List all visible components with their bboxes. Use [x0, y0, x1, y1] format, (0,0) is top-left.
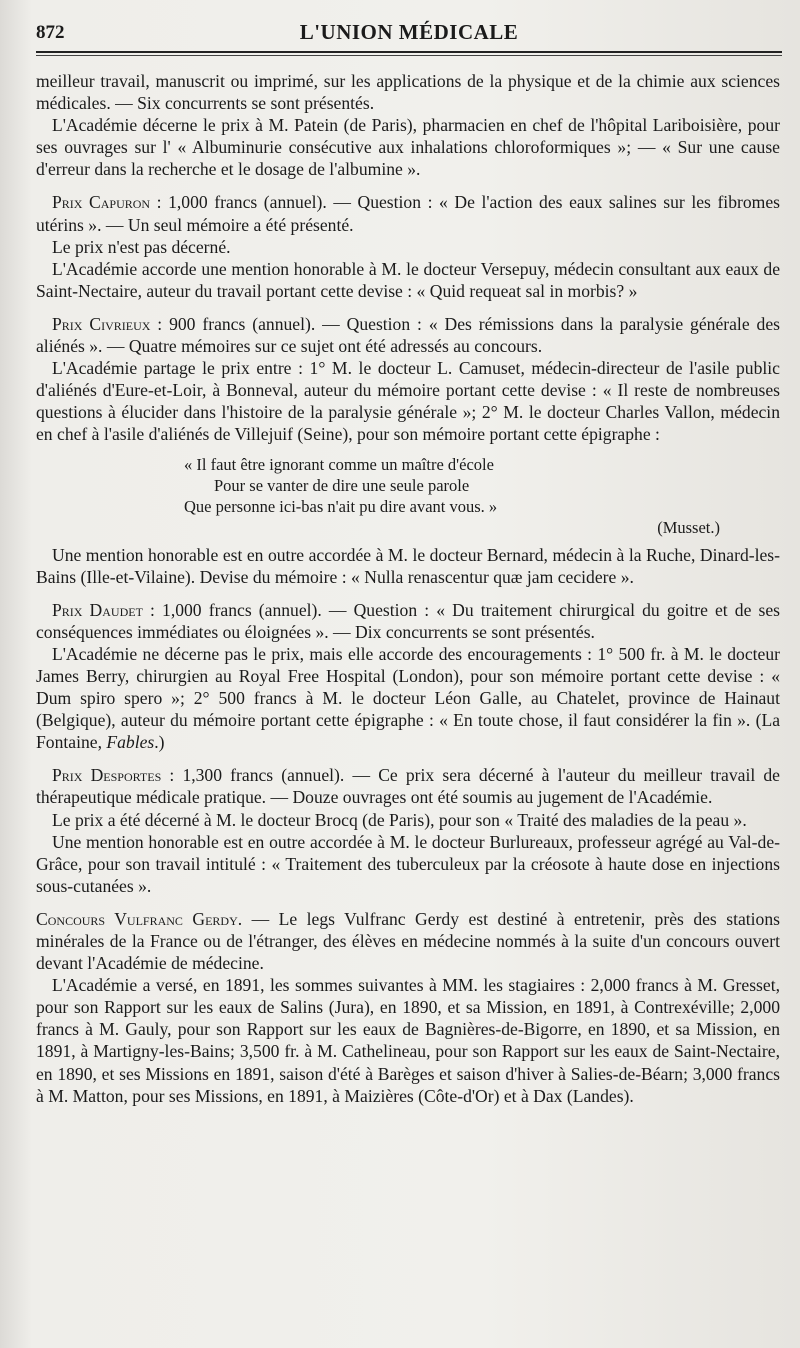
verse-attribution: (Musset.): [657, 517, 720, 537]
header-rule-thin: [36, 55, 782, 56]
page-number: 872: [36, 22, 65, 43]
section-text: : 1,000 francs (annuel). — Question : « Du traitement chirurgical du goitre et de ses conséquences immédiates ou éloignées ». — Dix concurrents se sont présentés.: [36, 599, 780, 642]
paragraph-continued: meilleur travail, manuscrit ou imprimé, sur les applications de la physique et de la chimie aux sciences médicales. — Six concurrents se sont présentés.: [36, 71, 780, 114]
paragraph: [36, 643, 780, 753]
section-capuron: [36, 191, 780, 235]
page-body: [36, 70, 780, 1107]
verse-line: Que personne ici-bas n'ait pu dire avant vous. »: [184, 496, 498, 516]
section-text: : 1,300 francs (annuel). — Ce prix sera décerné à l'auteur du meilleur travail de thérapeutique médicale pratique. — Douze ouvrages ont été soumis au jugement de l'Académie.: [36, 765, 780, 808]
text-run: .): [154, 732, 165, 753]
paragraph: Le prix n'est pas décerné.: [52, 236, 231, 257]
section-title: Prix Civrieux: [52, 313, 151, 334]
section-text: . — Le legs Vulfranc Gerdy est destiné à entretenir, près des stations minérales de la France ou de l'étranger, des élèves en médecine nommés à la suite d'un concours ouvert devant l'Académie de médecine.: [36, 908, 780, 974]
text-run: L'Académie ne décerne pas le prix, mais elle accorde des encouragements : 1° 500 fr. à M. le docteur James Berry, chirurgien au Royal Free Hospital (London), pour son mémoire portant cette devise : « Dum spiro spero »; 2° 500 francs à M. le docteur Léon Galle, au Chatelet, province de Hainaut (Belgique), auteur du mémoire portant cette épigraphe : « En toute chose, il faut considérer la fin ». (La Fontaine,: [36, 643, 780, 753]
section-desportes: [36, 764, 780, 808]
paragraph: Une mention honorable est en outre accordée à M. le docteur Bernard, médecin à la Ruche, Dinard-les-Bains (Ille-et-Vilaine). Devise du mémoire : « Nulla renascentur quæ jam cecidere ».: [36, 544, 780, 587]
paragraph: L'Académie accorde une mention honorable à M. le docteur Versepuy, médecin consultant aux eaux de Saint-Nectaire, auteur du travail portant cette devise : « Quid requeat sal in morbis? »: [36, 258, 780, 301]
paragraph: L'Académie a versé, en 1891, les sommes suivantes à MM. les stagiaires : 2,000 francs à M. Gresset, pour son Rapport sur les eaux de Salins (Jura), en 1890, et sa Mission, en 1891, à Contrexéville; 2,000 francs à M. Gauly, pour son Rapport sur les eaux de Bagnières-de-Bigorre, en 1890, et sa Mission, en 1891, à Martigny-les-Bains; 3,500 fr. à M. Cathelineau, pour son Rapport sur les eaux de Saint-Nectaire, en 1890, et ses Missions en 1891, saison d'été à Barèges et saison d'hiver à Salies-de-Béarn; 3,000 francs à M. Matton, pour ses Missions, en 1891, à Maizières (Côte-d'Or) et à Dax (Landes).: [36, 975, 780, 1106]
section-title: Prix Desportes: [52, 765, 162, 786]
epigraph-verse: [36, 454, 780, 538]
header-rule: [36, 51, 782, 53]
paragraph: Une mention honorable est en outre accordée à M. le docteur Burlureaux, professeur agrégé au Val-de-Grâce, pour son travail intitulé : « Traitement des tuberculeux par la créosote à haute dose en injections sous-cutanées ».: [36, 831, 780, 896]
section-text: : 1,000 francs (annuel). — Question : « De l'action des eaux salines sur les fibromes utérins ». — Un seul mémoire a été présenté.: [36, 192, 780, 235]
page-header: [36, 20, 782, 46]
section-text: : 900 francs (annuel). — Question : « Des rémissions dans la paralysie générale des aliénés ». — Quatre mémoires sur ce sujet ont été adressés au concours.: [36, 313, 780, 357]
italic-title: Fables: [106, 732, 155, 753]
section-title: Prix Daudet: [52, 599, 143, 620]
section-title: Concours Vulfranc Gerdy: [36, 908, 238, 929]
verse-line: « Il faut être ignorant comme un maître d'école: [184, 454, 494, 474]
paragraph-patein: L'Académie décerne le prix à M. Patein (de Paris), pharmacien en chef de l'hôpital Lariboisière, pour ses ouvrages sur l' « Albuminurie consécutive aux inhalations chloroformiques »; — « Sur une cause d'erreur dans la recherche et le dosage de l'albumine ».: [36, 115, 780, 180]
section-title: Prix Capuron: [52, 192, 151, 213]
section-daudet: [36, 599, 780, 643]
section-civrieux: [36, 313, 780, 357]
verse-line: Pour se vanter de dire une seule parole: [214, 475, 470, 495]
section-gerdy: [36, 908, 780, 974]
running-head: L'UNION MÉDICALE: [299, 20, 519, 44]
paragraph: Le prix a été décerné à M. le docteur Brocq (de Paris), pour son « Traité des maladies de la peau ».: [52, 809, 747, 830]
paragraph: L'Académie partage le prix entre : 1° M. le docteur L. Camuset, médecin-directeur de l'asile public d'aliénés d'Eure-et-Loir, à Bonneval, auteur du mémoire portant cette devise : « Il reste de nombreuses questions à élucider dans l'histoire de la paralysie générale »; 2° M. le docteur Charles Vallon, médecin en chef à l'asile d'aliénés de Villejuif (Seine), pour son mémoire portant cette épigraphe :: [36, 358, 780, 445]
